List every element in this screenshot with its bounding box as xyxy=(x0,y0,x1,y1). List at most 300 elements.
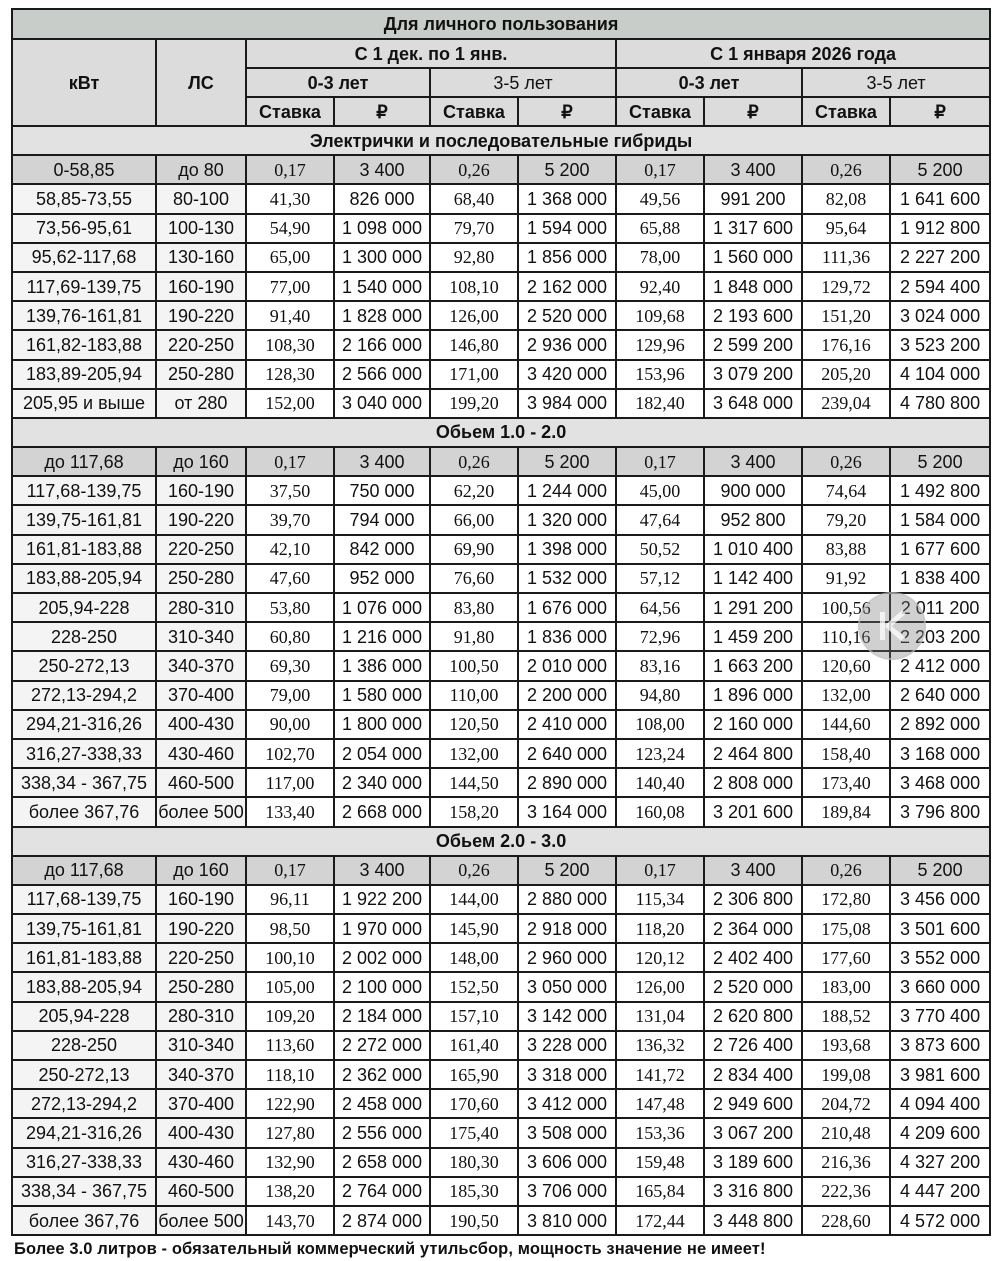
cell-rub: 4 780 800 xyxy=(890,389,990,418)
cell-hp: до 160 xyxy=(156,447,246,476)
cell-rate: 108,30 xyxy=(246,330,334,359)
cell-rub: 1 532 000 xyxy=(518,564,616,593)
cell-kw: 73,56-95,61 xyxy=(12,214,156,243)
cell-rub: 952 800 xyxy=(704,505,802,534)
cell-rate: 133,40 xyxy=(246,797,334,826)
table-row xyxy=(12,272,990,301)
header-rub: ₽ xyxy=(518,97,616,126)
cell-rub: 1 317 600 xyxy=(704,214,802,243)
table-row xyxy=(12,1177,990,1206)
page-title: Для личного пользования xyxy=(12,9,990,39)
cell-rub: 3 142 000 xyxy=(518,1002,616,1031)
cell-kw: 183,88-205,94 xyxy=(12,972,156,1001)
cell-hp: 400-430 xyxy=(156,1118,246,1147)
cell-rub: 3 400 xyxy=(704,447,802,476)
cell-rate: 153,96 xyxy=(616,360,704,389)
cell-rate: 171,00 xyxy=(430,360,518,389)
header-rate: Ставка xyxy=(430,97,518,126)
cell-rub: 2 100 000 xyxy=(334,972,430,1001)
cell-rate: 172,80 xyxy=(802,885,890,914)
cell-rub: 3 796 800 xyxy=(890,797,990,826)
cell-rate: 132,90 xyxy=(246,1148,334,1177)
cell-rub: 2 203 200 xyxy=(890,622,990,651)
cell-rub: 2 936 000 xyxy=(518,330,616,359)
cell-rate: 0,17 xyxy=(616,856,704,885)
cell-kw: более 367,76 xyxy=(12,797,156,826)
cell-rub: 2 160 000 xyxy=(704,710,802,739)
section-title: Обьем 2.0 - 3.0 xyxy=(12,827,990,856)
table-row xyxy=(12,476,990,505)
cell-rate: 41,30 xyxy=(246,184,334,213)
cell-rub: 2 726 400 xyxy=(704,1031,802,1060)
cell-rub: 3 770 400 xyxy=(890,1002,990,1031)
cell-rub: 1 970 000 xyxy=(334,914,430,943)
cell-rate: 175,08 xyxy=(802,914,890,943)
table-row xyxy=(12,768,990,797)
cell-rate: 175,40 xyxy=(430,1118,518,1147)
cell-rate: 140,40 xyxy=(616,768,704,797)
cell-rub: 1 540 000 xyxy=(334,272,430,301)
cell-rub: 3 981 600 xyxy=(890,1060,990,1089)
cell-hp: 460-500 xyxy=(156,1177,246,1206)
section-title: Электрички и последовательные гибриды xyxy=(12,126,990,155)
cell-rate: 66,00 xyxy=(430,505,518,534)
cell-hp: от 280 xyxy=(156,389,246,418)
cell-kw: 228-250 xyxy=(12,622,156,651)
cell-hp: более 500 xyxy=(156,797,246,826)
cell-kw: 161,81-183,88 xyxy=(12,535,156,564)
cell-rate: 152,50 xyxy=(430,972,518,1001)
cell-rate: 50,52 xyxy=(616,535,704,564)
cell-hp: 220-250 xyxy=(156,535,246,564)
cell-rub: 1 828 000 xyxy=(334,301,430,330)
cell-rate: 165,90 xyxy=(430,1060,518,1089)
cell-rate: 110,00 xyxy=(430,681,518,710)
cell-rate: 62,20 xyxy=(430,476,518,505)
table-row xyxy=(12,243,990,272)
cell-rub: 3 024 000 xyxy=(890,301,990,330)
cell-rub: 2 306 800 xyxy=(704,885,802,914)
cell-hp: 100-130 xyxy=(156,214,246,243)
table-row xyxy=(12,1002,990,1031)
cell-rate: 109,68 xyxy=(616,301,704,330)
cell-rub: 2 166 000 xyxy=(334,330,430,359)
cell-rub: 2 594 400 xyxy=(890,272,990,301)
cell-rate: 105,00 xyxy=(246,972,334,1001)
cell-rub: 3 189 600 xyxy=(704,1148,802,1177)
cell-kw: 250-272,13 xyxy=(12,651,156,680)
cell-rate: 210,48 xyxy=(802,1118,890,1147)
cell-rub: 2 054 000 xyxy=(334,739,430,768)
cell-rub: 1 368 000 xyxy=(518,184,616,213)
cell-rub: 3 067 200 xyxy=(704,1118,802,1147)
cell-rub: 1 896 000 xyxy=(704,681,802,710)
cell-rate: 173,40 xyxy=(802,768,890,797)
cell-rate: 49,56 xyxy=(616,184,704,213)
cell-kw: 0-58,85 xyxy=(12,155,156,184)
cell-kw: 294,21-316,26 xyxy=(12,1118,156,1147)
cell-rate: 37,50 xyxy=(246,476,334,505)
cell-hp: 250-280 xyxy=(156,564,246,593)
cell-rate: 69,90 xyxy=(430,535,518,564)
cell-rate: 141,72 xyxy=(616,1060,704,1089)
cell-rate: 60,80 xyxy=(246,622,334,651)
cell-rub: 2 364 000 xyxy=(704,914,802,943)
cell-rate: 136,32 xyxy=(616,1031,704,1060)
cell-kw: 338,34 - 367,75 xyxy=(12,1177,156,1206)
cell-rate: 170,60 xyxy=(430,1089,518,1118)
cell-kw: до 117,68 xyxy=(12,856,156,885)
cell-rub: 1 300 000 xyxy=(334,243,430,272)
table-row xyxy=(12,360,990,389)
cell-rub: 1 800 000 xyxy=(334,710,430,739)
cell-rate: 47,60 xyxy=(246,564,334,593)
cell-rate: 77,00 xyxy=(246,272,334,301)
cell-hp: более 500 xyxy=(156,1206,246,1235)
cell-kw: 117,69-139,75 xyxy=(12,272,156,301)
header-rate: Ставка xyxy=(616,97,704,126)
cell-rub: 5 200 xyxy=(518,856,616,885)
cell-rub: 2 193 600 xyxy=(704,301,802,330)
cell-rub: 2 458 000 xyxy=(334,1089,430,1118)
cell-rate: 0,26 xyxy=(430,155,518,184)
cell-rub: 3 228 000 xyxy=(518,1031,616,1060)
cell-rate: 74,64 xyxy=(802,476,890,505)
cell-rate: 76,60 xyxy=(430,564,518,593)
cell-rub: 1 142 400 xyxy=(704,564,802,593)
cell-rub: 2 918 000 xyxy=(518,914,616,943)
cell-rate: 153,36 xyxy=(616,1118,704,1147)
cell-rub: 2 892 000 xyxy=(890,710,990,739)
cell-rub: 2 890 000 xyxy=(518,768,616,797)
cell-rate: 188,52 xyxy=(802,1002,890,1031)
cell-rate: 95,64 xyxy=(802,214,890,243)
cell-hp: 430-460 xyxy=(156,1148,246,1177)
cell-hp: 190-220 xyxy=(156,914,246,943)
cell-rate: 129,72 xyxy=(802,272,890,301)
cell-rub: 2 764 000 xyxy=(334,1177,430,1206)
cell-rub: 3 201 600 xyxy=(704,797,802,826)
cell-rate: 144,00 xyxy=(430,885,518,914)
cell-rub: 3 552 000 xyxy=(890,943,990,972)
cell-rub: 2 566 000 xyxy=(334,360,430,389)
cell-rub: 4 327 200 xyxy=(890,1148,990,1177)
cell-rate: 113,60 xyxy=(246,1031,334,1060)
skip-back-button[interactable] xyxy=(858,592,926,660)
cell-rub: 3 040 000 xyxy=(334,389,430,418)
cell-rub: 3 400 xyxy=(704,155,802,184)
cell-rub: 1 676 000 xyxy=(518,593,616,622)
header-rate: Ставка xyxy=(246,97,334,126)
cell-rub: 3 400 xyxy=(704,856,802,885)
cell-hp: 250-280 xyxy=(156,972,246,1001)
cell-rub: 3 606 000 xyxy=(518,1148,616,1177)
cell-rate: 0,26 xyxy=(802,155,890,184)
cell-rate: 190,50 xyxy=(430,1206,518,1235)
cell-rate: 111,36 xyxy=(802,243,890,272)
cell-rub: 3 810 000 xyxy=(518,1206,616,1235)
cell-rub: 2 960 000 xyxy=(518,943,616,972)
cell-rate: 54,90 xyxy=(246,214,334,243)
cell-rate: 100,10 xyxy=(246,943,334,972)
cell-rate: 205,20 xyxy=(802,360,890,389)
cell-rub: 3 168 000 xyxy=(890,739,990,768)
footer-note: Более 3.0 литров - обязательный коммерческий утильсбор, мощность значение не имеет! xyxy=(14,1240,766,1258)
cell-rub: 1 594 000 xyxy=(518,214,616,243)
cell-rub: 1 663 200 xyxy=(704,651,802,680)
cell-rate: 122,90 xyxy=(246,1089,334,1118)
cell-hp: 160-190 xyxy=(156,476,246,505)
cell-kw: 95,62-117,68 xyxy=(12,243,156,272)
cell-rub: 1 836 000 xyxy=(518,622,616,651)
cell-rate: 108,00 xyxy=(616,710,704,739)
cell-rub: 952 000 xyxy=(334,564,430,593)
cell-kw: 205,94-228 xyxy=(12,593,156,622)
cell-rate: 158,20 xyxy=(430,797,518,826)
cell-rub: 1 386 000 xyxy=(334,651,430,680)
header-period-2: С 1 января 2026 года xyxy=(616,39,990,68)
cell-rub: 3 316 800 xyxy=(704,1177,802,1206)
cell-rub: 1 492 800 xyxy=(890,476,990,505)
cell-rate: 185,30 xyxy=(430,1177,518,1206)
cell-rate: 45,00 xyxy=(616,476,704,505)
cell-rate: 100,56 xyxy=(802,593,890,622)
cell-rub: 1 912 800 xyxy=(890,214,990,243)
cell-rate: 96,11 xyxy=(246,885,334,914)
cell-rate: 199,08 xyxy=(802,1060,890,1089)
cell-rub: 1 398 000 xyxy=(518,535,616,564)
cell-kw: 228-250 xyxy=(12,1031,156,1060)
cell-rub: 794 000 xyxy=(334,505,430,534)
cell-rate: 143,70 xyxy=(246,1206,334,1235)
cell-kw: 139,75-161,81 xyxy=(12,914,156,943)
cell-rub: 2 412 000 xyxy=(890,651,990,680)
cell-rate: 144,50 xyxy=(430,768,518,797)
cell-rate: 109,20 xyxy=(246,1002,334,1031)
cell-rate: 79,20 xyxy=(802,505,890,534)
cell-rub: 3 164 000 xyxy=(518,797,616,826)
cell-rate: 69,30 xyxy=(246,651,334,680)
table-row xyxy=(12,885,990,914)
cell-rub: 3 318 000 xyxy=(518,1060,616,1089)
cell-rub: 2 668 000 xyxy=(334,797,430,826)
cell-rub: 2 002 000 xyxy=(334,943,430,972)
cell-rub: 4 209 600 xyxy=(890,1118,990,1147)
cell-rate: 39,70 xyxy=(246,505,334,534)
cell-rub: 4 572 000 xyxy=(890,1206,990,1235)
cell-rub: 1 560 000 xyxy=(704,243,802,272)
header-p1-age-3-5: 3-5 лет xyxy=(430,68,616,97)
cell-hp: до 80 xyxy=(156,155,246,184)
cell-rub: 2 011 200 xyxy=(890,593,990,622)
cell-rub: 2 620 800 xyxy=(704,1002,802,1031)
cell-hp: 250-280 xyxy=(156,360,246,389)
cell-rub: 2 834 400 xyxy=(704,1060,802,1089)
cell-rate: 126,00 xyxy=(616,972,704,1001)
cell-hp: 430-460 xyxy=(156,739,246,768)
cell-rate: 94,80 xyxy=(616,681,704,710)
cell-rub: 3 448 800 xyxy=(704,1206,802,1235)
cell-rub: 1 244 000 xyxy=(518,476,616,505)
table-row xyxy=(12,214,990,243)
table-row xyxy=(12,622,990,651)
cell-rub: 2 520 000 xyxy=(704,972,802,1001)
cell-rub: 2 340 000 xyxy=(334,768,430,797)
table-row xyxy=(12,681,990,710)
cell-rate: 183,00 xyxy=(802,972,890,1001)
cell-rate: 53,80 xyxy=(246,593,334,622)
cell-rate: 157,10 xyxy=(430,1002,518,1031)
cell-rate: 151,20 xyxy=(802,301,890,330)
cell-rub: 826 000 xyxy=(334,184,430,213)
cell-rate: 152,00 xyxy=(246,389,334,418)
cell-rate: 98,50 xyxy=(246,914,334,943)
table-row xyxy=(12,797,990,826)
cell-rub: 2 162 000 xyxy=(518,272,616,301)
cell-rub: 4 104 000 xyxy=(890,360,990,389)
cell-rub: 2 520 000 xyxy=(518,301,616,330)
cell-rub: 5 200 xyxy=(518,155,616,184)
table-row xyxy=(12,564,990,593)
cell-kw: 139,76-161,81 xyxy=(12,301,156,330)
cell-rub: 2 272 000 xyxy=(334,1031,430,1060)
cell-rate: 172,44 xyxy=(616,1206,704,1235)
cell-rub: 5 200 xyxy=(890,856,990,885)
cell-kw: 272,13-294,2 xyxy=(12,681,156,710)
cell-rub: 2 599 200 xyxy=(704,330,802,359)
cell-kw: 205,95 и выше xyxy=(12,389,156,418)
cell-rub: 2 949 600 xyxy=(704,1089,802,1118)
cell-hp: 80-100 xyxy=(156,184,246,213)
cell-rate: 110,16 xyxy=(802,622,890,651)
cell-rub: 3 400 xyxy=(334,155,430,184)
table-row xyxy=(12,535,990,564)
cell-rate: 100,50 xyxy=(430,651,518,680)
cell-rate: 91,80 xyxy=(430,622,518,651)
cell-rub: 1 848 000 xyxy=(704,272,802,301)
cell-rate: 92,40 xyxy=(616,272,704,301)
cell-rub: 1 291 200 xyxy=(704,593,802,622)
cell-rate: 148,00 xyxy=(430,943,518,972)
cell-rub: 5 200 xyxy=(890,155,990,184)
cell-rate: 0,26 xyxy=(430,856,518,885)
cell-rate: 216,36 xyxy=(802,1148,890,1177)
table-row xyxy=(12,651,990,680)
cell-rate: 0,26 xyxy=(802,856,890,885)
cell-rate: 160,08 xyxy=(616,797,704,826)
cell-kw: до 117,68 xyxy=(12,447,156,476)
cell-rate: 79,70 xyxy=(430,214,518,243)
cell-hp: 160-190 xyxy=(156,885,246,914)
table-row xyxy=(12,914,990,943)
table-row xyxy=(12,1089,990,1118)
cell-hp: 280-310 xyxy=(156,1002,246,1031)
cell-rub: 3 412 000 xyxy=(518,1089,616,1118)
header-rate: Ставка xyxy=(802,97,890,126)
cell-rate: 161,40 xyxy=(430,1031,518,1060)
cell-rate: 120,50 xyxy=(430,710,518,739)
cell-rub: 2 874 000 xyxy=(334,1206,430,1235)
cell-rate: 83,16 xyxy=(616,651,704,680)
cell-rate: 120,60 xyxy=(802,651,890,680)
table-row xyxy=(12,1206,990,1235)
cell-kw: 294,21-316,26 xyxy=(12,710,156,739)
cell-hp: 280-310 xyxy=(156,593,246,622)
cell-rate: 126,00 xyxy=(430,301,518,330)
cell-rub: 2 464 800 xyxy=(704,739,802,768)
table-row xyxy=(12,943,990,972)
cell-hp: 340-370 xyxy=(156,1060,246,1089)
cell-rate: 193,68 xyxy=(802,1031,890,1060)
header-hp: ЛС xyxy=(156,39,246,126)
cell-hp: 400-430 xyxy=(156,710,246,739)
cell-rub: 3 468 000 xyxy=(890,768,990,797)
cell-kw: 316,27-338,33 xyxy=(12,739,156,768)
cell-rate: 204,72 xyxy=(802,1089,890,1118)
cell-rate: 0,26 xyxy=(430,447,518,476)
cell-rate: 57,12 xyxy=(616,564,704,593)
cell-hp: 190-220 xyxy=(156,505,246,534)
cell-rub: 1 216 000 xyxy=(334,622,430,651)
cell-rub: 991 200 xyxy=(704,184,802,213)
cell-rub: 3 501 600 xyxy=(890,914,990,943)
cell-rub: 900 000 xyxy=(704,476,802,505)
table-row xyxy=(12,1148,990,1177)
cell-rate: 118,10 xyxy=(246,1060,334,1089)
table-row xyxy=(12,155,990,184)
cell-hp: 220-250 xyxy=(156,330,246,359)
cell-hp: 370-400 xyxy=(156,681,246,710)
cell-rub: 2 658 000 xyxy=(334,1148,430,1177)
cell-rub: 3 873 600 xyxy=(890,1031,990,1060)
cell-rub: 1 580 000 xyxy=(334,681,430,710)
cell-rub: 4 447 200 xyxy=(890,1177,990,1206)
cell-rate: 65,88 xyxy=(616,214,704,243)
table-row xyxy=(12,710,990,739)
cell-rub: 3 648 000 xyxy=(704,389,802,418)
table-row xyxy=(12,739,990,768)
cell-rate: 228,60 xyxy=(802,1206,890,1235)
cell-rub: 1 677 600 xyxy=(890,535,990,564)
cell-rate: 83,80 xyxy=(430,593,518,622)
table-row xyxy=(12,447,990,476)
cell-rate: 146,80 xyxy=(430,330,518,359)
cell-rub: 4 094 400 xyxy=(890,1089,990,1118)
cell-rate: 92,80 xyxy=(430,243,518,272)
cell-rate: 83,88 xyxy=(802,535,890,564)
cell-kw: 139,75-161,81 xyxy=(12,505,156,534)
cell-hp: 310-340 xyxy=(156,1031,246,1060)
cell-rate: 128,30 xyxy=(246,360,334,389)
cell-rate: 68,40 xyxy=(430,184,518,213)
cell-rub: 3 984 000 xyxy=(518,389,616,418)
cell-kw: 250-272,13 xyxy=(12,1060,156,1089)
skip-back-icon xyxy=(860,594,924,658)
cell-rate: 91,92 xyxy=(802,564,890,593)
cell-kw: 205,94-228 xyxy=(12,1002,156,1031)
cell-rub: 3 050 000 xyxy=(518,972,616,1001)
table-row xyxy=(12,389,990,418)
cell-rub: 1 584 000 xyxy=(890,505,990,534)
cell-kw: 58,85-73,55 xyxy=(12,184,156,213)
cell-rub: 2 184 000 xyxy=(334,1002,430,1031)
cell-rate: 177,60 xyxy=(802,943,890,972)
cell-rate: 176,16 xyxy=(802,330,890,359)
cell-kw: 338,34 - 367,75 xyxy=(12,768,156,797)
cell-rub: 2 410 000 xyxy=(518,710,616,739)
header-rub: ₽ xyxy=(334,97,430,126)
cell-rate: 108,10 xyxy=(430,272,518,301)
